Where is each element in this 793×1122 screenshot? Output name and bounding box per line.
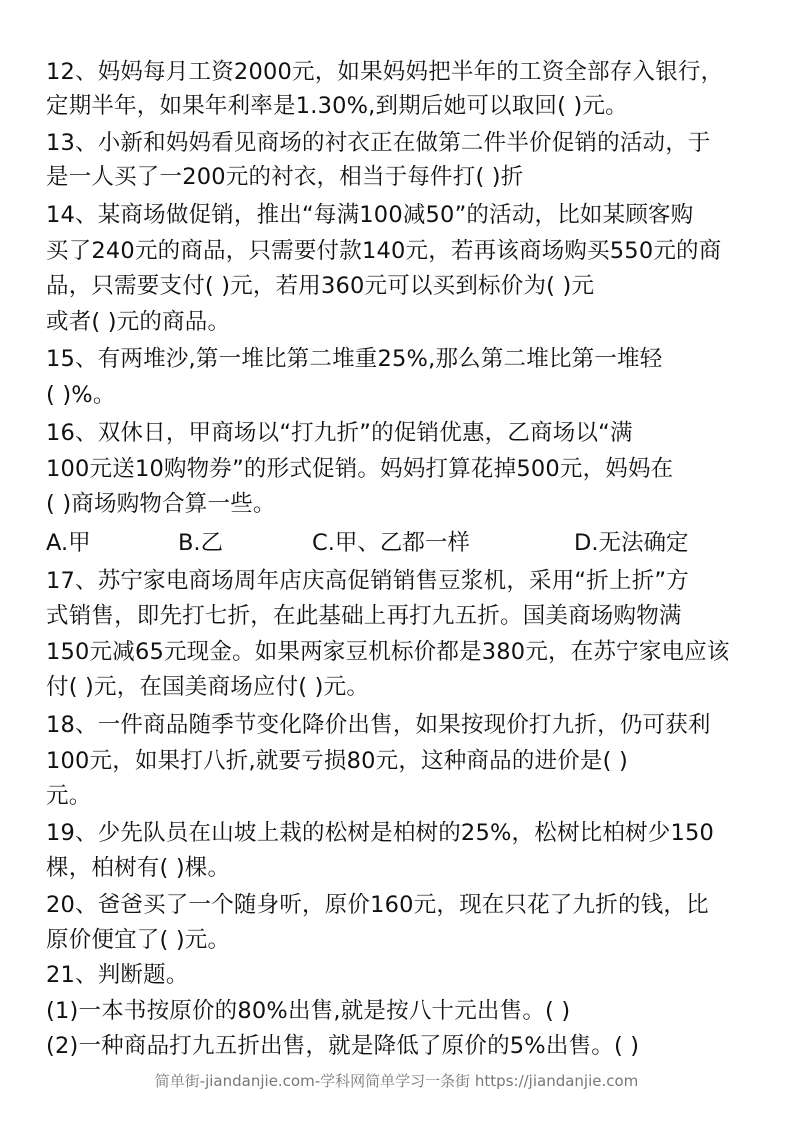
text-line: 17、苏宁家电商场周年店庆高促销销售豆浆机，采用“折上折”方: [46, 568, 689, 594]
text-line: 棵，柏树有( )棵。: [46, 855, 231, 881]
text-line: 16、双休日，甲商场以“打九折”的促销优惠，乙商场以“满: [46, 420, 633, 446]
choice-option: C.甲、乙都一样: [312, 530, 470, 556]
text-line: 或者( )元的商品。: [46, 309, 231, 335]
text-line: 买了240元的商品，只需要付款140元，若再该商场购买550元的商: [46, 238, 722, 264]
text-line: 12、妈妈每月工资2000元，如果妈妈把半年的工资全部存入银行，: [46, 59, 724, 85]
text-line: 品，只需要支付( )元，若用360元可以买到标价为( )元: [46, 273, 595, 299]
text-line: 21、判断题。: [46, 962, 189, 988]
text-line: 18、一件商品随季节变化降价出售，如果按现价打九折，仍可获利: [46, 712, 711, 738]
text-line: ( )商场购物合算一些。: [46, 491, 276, 517]
text-line: 元。: [46, 783, 92, 809]
text-line: 定期半年，如果年利率是1.30%,到期后她可以取回( )元。: [46, 93, 628, 119]
text-line: 付( )元，在国美商场应付( )元。: [46, 674, 370, 700]
text-line: 100元，如果打八折,就要亏损80元，这种商品的进价是( ): [46, 748, 628, 774]
choice-option: A.甲: [46, 530, 91, 556]
text-line: 13、小新和妈妈看见商场的衬衣正在做第二件半价促销的活动，于: [46, 130, 711, 156]
footer-watermark: 简单街-jiandanjie.com-学科网简单学习一条街 https://jiandanjie.com: [154, 1072, 639, 1090]
text-line: 14、某商场做促销，推出“每满100减50”的活动，比如某顾客购: [46, 202, 694, 228]
text-line: 式销售，即先打七折，在此基础上再打九五折。国美商场购物满: [46, 603, 682, 629]
text-line: 15、有两堆沙,第一堆比第二堆重25%,那么第二堆比第一堆轻: [46, 346, 663, 372]
choice-option: D.无法确定: [574, 530, 689, 556]
choice-option: B.乙: [178, 530, 224, 556]
text-line: ( )%。: [46, 382, 116, 408]
text-line: 150元减65元现金。如果两家豆机标价都是380元，在苏宁家电应该: [46, 639, 730, 665]
text-line: (1)一本书按原价的80%出售,就是按八十元出售。( ): [46, 998, 571, 1024]
text-line: 是一人买了一200元的衬衣，相当于每件打( )折: [46, 164, 524, 190]
text-line: 19、少先队员在山坡上栽的松树是柏树的25%，松树比柏树少150: [46, 820, 714, 846]
text-line: (2)一种商品打九五折出售，就是降低了原价的5%出售。( ): [46, 1033, 640, 1059]
text-line: 原价便宜了( )元。: [46, 927, 231, 953]
text-line: 20、爸爸买了一个随身听，原价160元，现在只花了九折的钱，比: [46, 892, 709, 918]
text-line: 100元送10购物券”的形式促销。妈妈打算花掉500元，妈妈在: [46, 456, 674, 482]
